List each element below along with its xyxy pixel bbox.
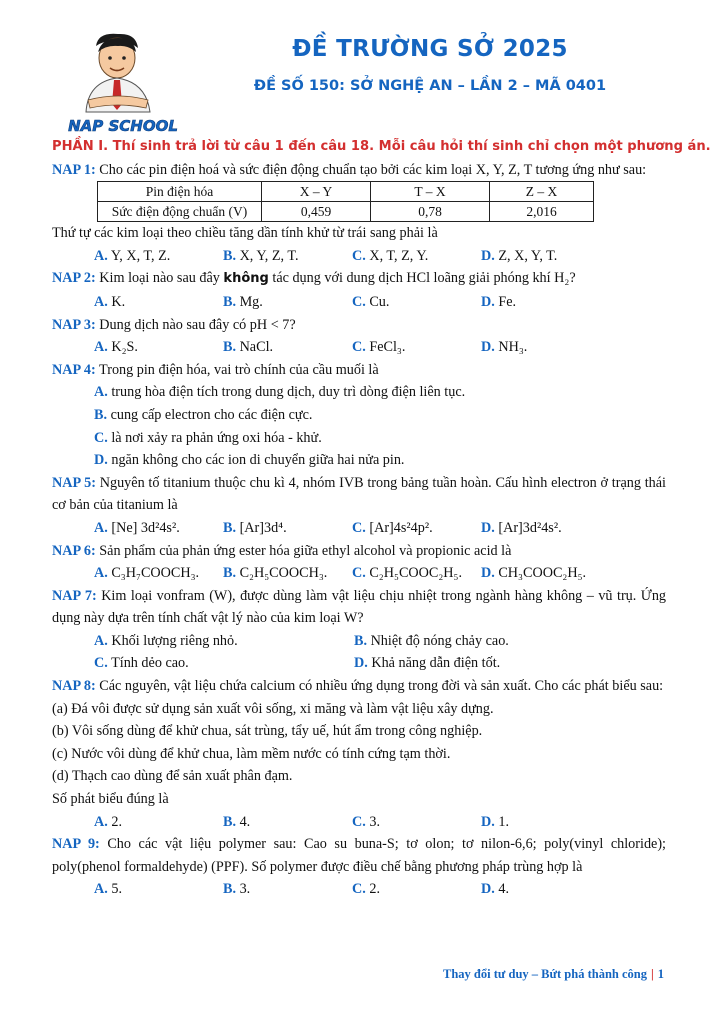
option-a[interactable]: A. K₂S. xyxy=(94,339,138,356)
option-b[interactable]: B. [Ar]3d⁴. xyxy=(223,519,287,536)
option-c[interactable]: C. 2. xyxy=(352,881,380,898)
option-c[interactable]: C. 3. xyxy=(352,813,380,830)
option-b[interactable]: B. NaCl. xyxy=(223,339,274,356)
table-cell: Sức điện động chuẩn (V) xyxy=(98,202,262,222)
option-b[interactable]: B. X, Y, Z, T. xyxy=(223,247,299,264)
options-q9 xyxy=(52,878,666,901)
option-b[interactable]: B. Nhiệt độ nóng chảy cao. xyxy=(354,632,509,649)
page-footer xyxy=(443,967,664,982)
option-d[interactable]: D. ngăn không cho các ion di chuyển giữa hai nửa pin. xyxy=(94,452,405,469)
option-c[interactable]: C. [Ar]4s²4p². xyxy=(352,519,433,536)
question-1 xyxy=(52,159,666,182)
option-d[interactable]: D. 1. xyxy=(481,813,509,830)
options-q1 xyxy=(52,245,666,268)
option-d[interactable]: D. Z, X, Y, T. xyxy=(481,247,558,264)
options-q5 xyxy=(52,517,666,540)
option-a[interactable]: A. trung hòa điện tích trong dung dịch, duy trì dòng điện liên tục. xyxy=(94,384,466,401)
page-title: ĐỀ TRƯỜNG SỞ 2025 xyxy=(292,36,568,62)
options-q2 xyxy=(52,291,666,314)
option-a[interactable]: A. 2. xyxy=(94,813,122,830)
question-text: Cho các pin điện hoá và sức điện động chuẩn tạo bởi các kim loại X, Y, Z, T tương ứng như sau: xyxy=(99,161,647,178)
option-a[interactable]: A. 5. xyxy=(94,881,122,898)
question-3: NAP 3: Dung dịch nào sau đây có pH < 7? xyxy=(52,316,296,333)
options-q8 xyxy=(52,811,666,834)
option-d[interactable]: D. Khả năng dẫn điện tốt. xyxy=(354,655,501,672)
option-c[interactable]: C. Cu. xyxy=(352,293,390,310)
table-cell: 2,016 xyxy=(490,202,594,222)
logo-text: NAP SCHOOL xyxy=(68,117,178,135)
question-5: NAP 5: Nguyên tố titanium thuộc chu kì 4, nhóm IVB trong bảng tuần hoàn. Cấu hình electron ở trạng thái cơ bản của titanium là xyxy=(52,474,666,514)
option-a[interactable]: A. Y, X, T, Z. xyxy=(94,247,171,264)
option-c[interactable]: C. Tính dẻo cao. xyxy=(94,655,189,672)
question-6: NAP 6: Sản phẩm của phản ứng ester hóa giữa ethyl alcohol và propionic acid là xyxy=(52,542,512,559)
statement-d: (d) Thạch cao dùng để sản xuất phân đạm. xyxy=(52,768,293,785)
option-c[interactable]: C. FeCl₃. xyxy=(352,339,406,356)
question-8: NAP 8: Các nguyên, vật liệu chứa calcium có nhiều ứng dụng trong đời và sản xuất. Cho các phát biểu sau: xyxy=(52,678,664,695)
option-d[interactable]: D. CH₃COOC₂H₅. xyxy=(481,565,587,582)
option-d[interactable]: D. Fe. xyxy=(481,293,517,310)
table-header: Pin điện hóa xyxy=(98,182,262,202)
option-a[interactable]: A. Khối lượng riêng nhỏ. xyxy=(94,632,238,649)
question-2: NAP 2: Kim loại nào sau đây không tác dụng với dung dịch HCl loãng giải phóng khí H₂? xyxy=(52,270,576,287)
table-header: X – Y xyxy=(262,182,371,202)
question-9: NAP 9: Cho các vật liệu polymer sau: Cao su buna-S; tơ olon; tơ nilon-6,6; poly(vinyl chloride); poly(phenol formaldehyde) (PPF). Số polymer được điều chế bằng phương pháp trùng hợp là xyxy=(52,836,666,875)
pin-table xyxy=(97,181,594,222)
option-d[interactable]: D. 4. xyxy=(481,881,509,898)
table-header: Z – X xyxy=(490,182,594,202)
options-q6 xyxy=(52,562,666,585)
statement-a: (a) Đá vôi được sử dụng sản xuất vôi sống, xi măng và làm vật liệu xây dựng. xyxy=(52,700,494,717)
nap-school-logo xyxy=(58,30,188,140)
question-7: NAP 7: Kim loại vonfram (W), được dùng làm vật liệu chịu nhiệt trong ngành hàng không – vũ trụ. Ứng dụng này dựa trên tính chất vật lý nào của kim loại W? xyxy=(52,587,667,627)
table-cell: 0,78 xyxy=(371,202,490,222)
option-d[interactable]: D. [Ar]3d²4s². xyxy=(481,519,562,536)
option-a[interactable]: A. C₃H₇COOCH₃. xyxy=(94,565,200,582)
options-q7-row2 xyxy=(52,652,666,675)
option-b[interactable]: B. Mg. xyxy=(223,293,263,310)
option-b[interactable]: B. cung cấp electron cho các điện cực. xyxy=(94,406,313,423)
option-c[interactable]: C. C₂H₅COOC₂H₅. xyxy=(352,565,463,582)
options-q7-row1 xyxy=(52,630,666,653)
option-d[interactable]: D. NH₃. xyxy=(481,339,528,356)
statement-c: (c) Nước vôi dùng để khử chua, làm mềm nước có tính cứng tạm thời. xyxy=(52,745,451,762)
part-heading: PHẦN I. Thí sinh trả lời từ câu 1 đến câu 18. Mỗi câu hỏi thí sinh chỉ chọn một phương án. xyxy=(52,139,711,154)
option-c[interactable]: C. là nơi xảy ra phản ứng oxi hóa - khử. xyxy=(94,429,322,446)
question-4: NAP 4: Trong pin điện hóa, vai trò chính của cầu muối là xyxy=(52,361,379,378)
footer-slogan: Thay đổi tư duy – Bứt phá thành công xyxy=(443,967,647,981)
question-followup: Thứ tự các kim loại theo chiều tăng dần tính khử từ trái sang phải là xyxy=(52,225,438,242)
option-c[interactable]: C. X, T, Z, Y. xyxy=(352,247,429,264)
option-b[interactable]: B. 3. xyxy=(223,881,251,898)
option-a[interactable]: A. K. xyxy=(94,293,126,310)
option-b[interactable]: B. C₂H₅COOCH₃. xyxy=(223,565,328,582)
option-b[interactable]: B. 4. xyxy=(223,813,251,830)
footer-separator: | xyxy=(650,967,654,981)
question-followup: Số phát biểu đúng là xyxy=(52,791,169,808)
table-cell: 0,459 xyxy=(262,202,371,222)
statement-b: (b) Vôi sống dùng để khử chua, sát trùng, tẩy uế, hút ẩm trong công nghiệp. xyxy=(52,723,483,740)
exam-content xyxy=(52,136,711,901)
question-number: NAP 1: xyxy=(52,161,96,178)
options-q3 xyxy=(52,336,666,359)
option-a[interactable]: A. [Ne] 3d²4s². xyxy=(94,519,180,536)
page-subtitle: ĐỀ SỐ 150: SỞ NGHỆ AN – LẦN 2 – MÃ 0401 xyxy=(253,78,607,94)
page-number: 1 xyxy=(657,967,664,981)
table-header: T – X xyxy=(371,182,490,202)
